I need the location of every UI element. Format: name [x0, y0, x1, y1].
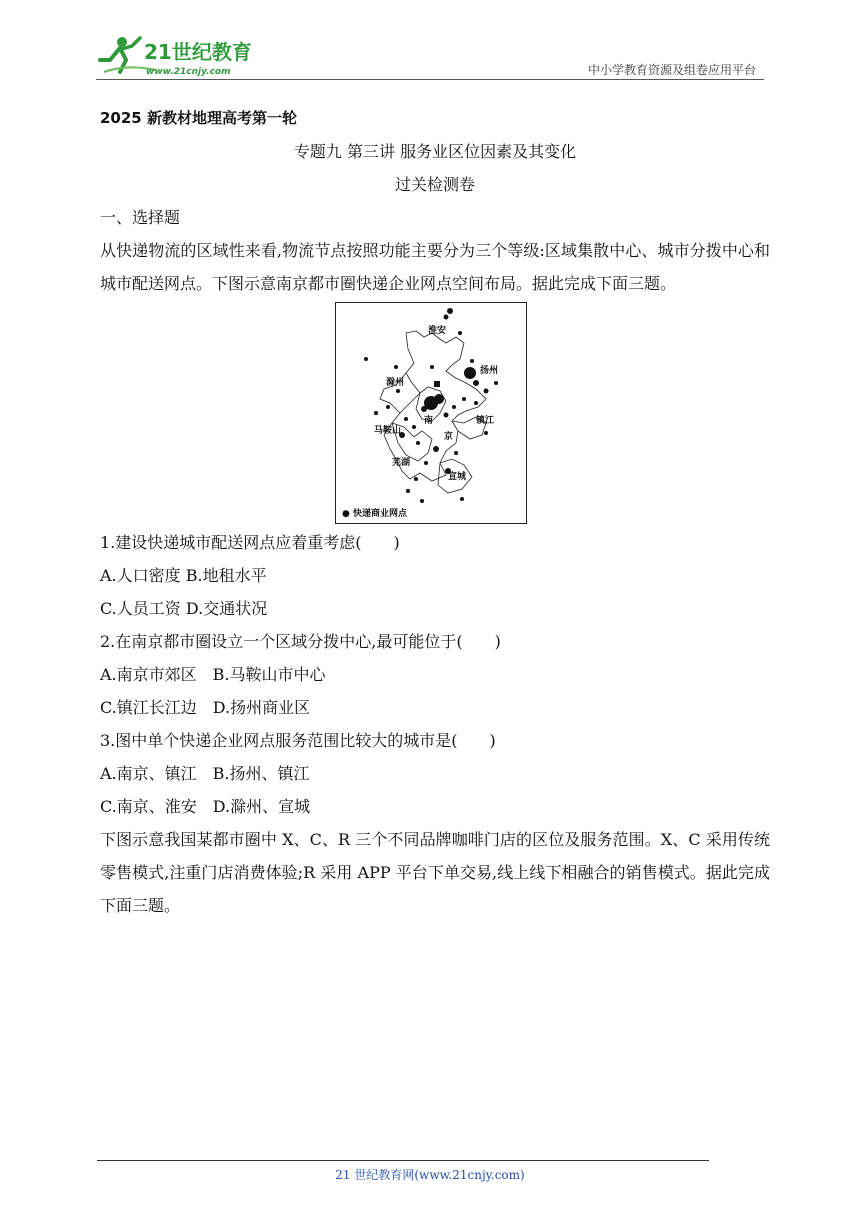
map-label-zhenjiang: 镇江	[476, 416, 495, 426]
site-logo[interactable]	[96, 30, 266, 78]
platform-tagline: 中小学教育资源及组卷应用平台	[587, 63, 756, 77]
footer-link[interactable]: 21 世纪教育网(www.21cnjy.com)	[335, 1168, 525, 1182]
page-header	[96, 30, 764, 80]
map-label-yangzhou: 扬州	[480, 366, 499, 376]
question-stem: 2.在南京都市圈设立一个区域分拨中心,最可能位于( )	[100, 632, 501, 651]
doc-subtitle: 专题九 第三讲 服务业区位因素及其变化	[293, 142, 577, 161]
intro-paragraph-2: 下图示意我国某都市圈中 X、C、R 三个不同品牌咖啡门店的区位及服务范围。X、C 采用传统零售模式,注重门店消费体验;R 采用 APP 平台下单交易,线上线下相融合的销售模式。据此完成下面三题。	[100, 830, 770, 915]
question-stem: 3.图中单个快递企业网点服务范围比较大的城市是( )	[100, 731, 496, 750]
footer-divider	[97, 1160, 709, 1161]
map-label-maanshan: 马鞍山	[374, 426, 402, 436]
nanjing-express-map	[335, 302, 527, 524]
map-label-xuancheng: 宣城	[448, 472, 467, 482]
header-divider	[96, 79, 764, 80]
question-options: A.南京、镇江 B.扬州、镇江	[100, 764, 310, 783]
question-options: C.镇江长江边 D.扬州商业区	[100, 698, 311, 717]
question-options: C.南京、淮安 D.滁州、宣城	[100, 797, 311, 816]
intro-paragraph-1: 从快递物流的区域性来看,物流节点按照功能主要分为三个等级:区域集散中心、城市分拨中心和城市配送网点。下图示意南京都市圈快递企业网点空间布局。据此完成下面三题。	[100, 241, 770, 293]
map-label-huaian: 淮安	[428, 326, 447, 336]
map-label-chuzhou: 滁州	[386, 378, 405, 388]
svg-text:21世纪教育: 21世纪教育	[144, 40, 252, 64]
question-options: C.人员工资 D.交通状况	[100, 599, 268, 618]
section-heading: 一、选择题	[100, 208, 181, 227]
question-3	[100, 724, 770, 823]
question-options: A.南京市郊区 B.马鞍山市中心	[100, 665, 326, 684]
question-options: A.人口密度 B.地租水平	[100, 566, 267, 585]
map-label-wuhu: 芜湖	[392, 458, 411, 468]
doc-title: 2025 新教材地理高考第一轮	[100, 109, 297, 127]
map-label-nan: 南	[424, 416, 434, 426]
map-legend: ● 快递商业网点	[342, 509, 408, 519]
document-body	[100, 102, 770, 922]
doc-subtitle-2: 过关检测卷	[394, 175, 475, 194]
question-1	[100, 526, 770, 625]
map-label-jing: 京	[444, 432, 454, 442]
question-stem: 1.建设快递城市配送网点应着重考虑( )	[100, 533, 400, 552]
svg-text:www.21cnjy.com: www.21cnjy.com	[146, 67, 231, 77]
question-2	[100, 625, 770, 724]
